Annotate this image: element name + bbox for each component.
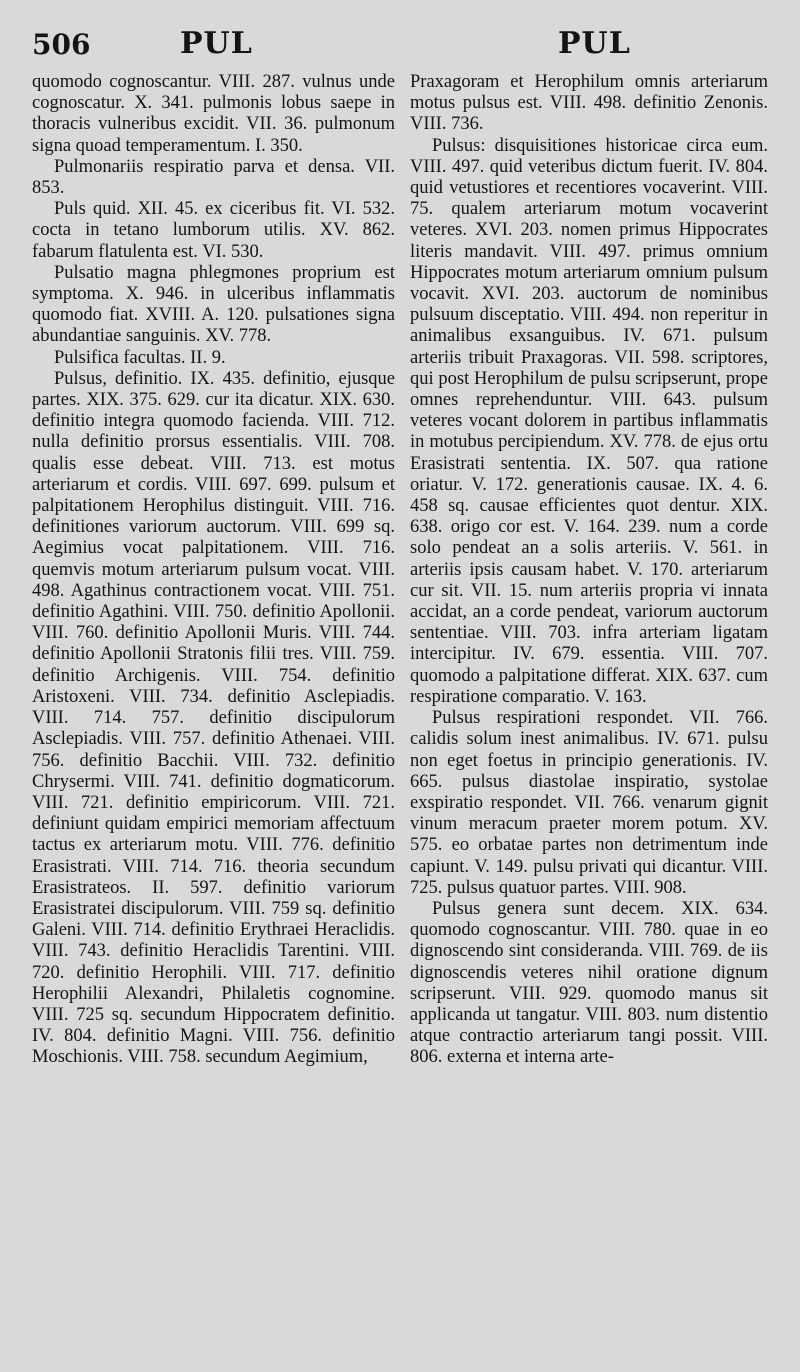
index-entry: Pulsus: disquisitiones historicae circa eum. VIII. 497. quid veteribus dictum fuerit. IV. 804. quid vetustiores et recentiores vocaverint. VIII. 75. qualem arteriarum motum vocaverint veteres. XVI. 203. nomen primus Hippocrates literis mandavit. VIII. 497. primus omnium Hippocrates motum arteriarum omnium pulsum vocavit. XVI. 203. auctorum de nominibus pulsuum disceptatio. VIII. 494. non reperitur in animalibus exsanguibus. IV. 671. pulsum arteriis tribuit Praxagoras. VII. 598. scriptores, qui post Herophilum de pulsu scripserunt, prope omnes reprehenduntur. VIII. 643. pulsum veteres vocant dolorem in partibus inflammatis in motubus percipiendum. XV. 778. de ejus ortu Erasistrati sententia. IX. 507. qua ratione oriatur. V. 172. generationis causae. IX. 4. 6. 458 sq. causae efficientes quot dentur. XIX. 638. origo cor est. V. 164. 239. num a corde solo pendeat an a solis arteriis. V. 561. in arteriis ipsis causam habet. V. 170. arteriarum cur sit. VII. 15. num arteriis propria vi innata accidat, an a corde pendeat, variorum auctorum sententiae. VIII. 703. infra arteriam ligatam intercipitur. IV. 679. essentia. VIII. 707. quomodo a palpitatione differat. XIX. 637. cum respiratione comparatio. V. 163. <box>410 135 768 707</box>
index-entry: Pulsus, definitio. IX. 435. definitio, ejusque partes. XIX. 375. 629. cur ita dicatur. XIX. 630. definitio integra quomodo facienda. VIII. 712. nulla definitio prorsus essentialis. VIII. 708. qualis esse debeat. VIII. 713. est motus arteriarum et cordis. VIII. 697. 699. pulsum et palpitationem Herophilus distinguit. VIII. 716. definitiones variorum auctorum. VIII. 699 sq. Aegimius vocat palpitationem. VIII. 716. quemvis motum arteriarum pulsum vocat. VIII. 498. Agathinus contractionem vocat. VIII. 751. definitio Agathini. VIII. 750. definitio Apollonii. VIII. 760. definitio Apollonii Muris. VIII. 744. definitio Apollonii Stratonis filii tres. VIII. 759. definitio Archigenis. VIII. 754. definitio Aristoxeni. VIII. 734. definitio Asclepiadis. VIII. 714. 757. definitio discipulorum Asclepiadis. VIII. 757. definitio Athenaei. VIII. 756. definitio Bacchii. VIII. 732. definitio Chrysermi. VIII. 741. definitio dogmaticorum. VIII. 721. definitio empiricorum. VIII. 721. definiunt quidam empirici memoriam affectuum tactus ex arteriarum motu. VIII. 776. definitio Erasistrati. VIII. 714. 716. theoria secundum Erasistrateos. II. 597. definitio variorum Erasistratei discipulorum. VIII. 759 sq. definitio Galeni. VIII. 714. definitio Erythraei Heraclidis. VIII. 743. definitio Heraclidis Tarentini. VIII. 720. definitio Herophili. VIII. 717. definitio Herophilii Alexandri, Philaletis cognomine. VIII. 725 sq. secundum Hippocratem definitio. IV. 804. definitio Magni. VIII. 756. definitio Moschionis. VIII. 758. secundum Aegimium, <box>32 368 395 1068</box>
running-head-right: PUL <box>558 26 631 61</box>
page-number: 506 <box>32 28 91 61</box>
page-header <box>0 20 800 64</box>
index-entry: Praxagoram et Herophilum omnis arteriarum motus pulsus est. VIII. 498. definitio Zenonis. VIII. 736. <box>410 72 768 135</box>
running-head-left: PUL <box>180 26 253 61</box>
left-column <box>32 72 395 1069</box>
index-entry: Pulmonariis respiratio parva et densa. VII. 853. <box>32 156 395 199</box>
right-column <box>410 72 768 1069</box>
index-entry: Pulsus respirationi respondet. VII. 766. calidis solum inest animalibus. IV. 671. pulsu non eget foetus in principio generationis. IV. 665. pulsus diastolae inspiratio, systolae exspiratio respondet. VII. 766. venarum gignit vinum meracum praeter morem potum. XV. 575. eo orbatae partes non detrimentum inde capiunt. V. 149. pulsu privati qui dicantur. VIII. 725. pulsus quatuor partes. VIII. 908. <box>410 708 768 898</box>
index-entry: Pulsatio magna phlegmones proprium est symptoma. X. 946. in ulceribus inflammatis quomodo fiat. XVIII. A. 120. pulsationes signa abundantiae sanguinis. XV. 778. <box>32 262 395 347</box>
index-entry: Puls quid. XII. 45. ex ciceribus fit. VI. 532. cocta in tetano lumborum utilis. XV. 862. fabarum flatulenta est. VI. 530. <box>32 199 395 262</box>
index-entry: quomodo cognoscantur. VIII. 287. vulnus unde cognoscatur. X. 341. pulmonis lobus saepe in thoracis vulneribus excidit. VII. 36. pulmonum signa quoad temperamentum. I. 350. <box>32 72 395 156</box>
index-entry: Pulsus genera sunt decem. XIX. 634. quomodo cognoscantur. VIII. 780. quae in eo dignoscendo sint consideranda. VIII. 769. de iis dignoscendis veteres nihil oratione dignum scripserunt. VIII. 929. quomodo manus sit applicanda ut tangatur. VIII. 803. num distentio atque contractio arteriarum tangi possit. VIII. 806. externa et interna arte- <box>410 898 768 1068</box>
index-entry: Pulsifica facultas. II. 9. <box>54 347 226 368</box>
